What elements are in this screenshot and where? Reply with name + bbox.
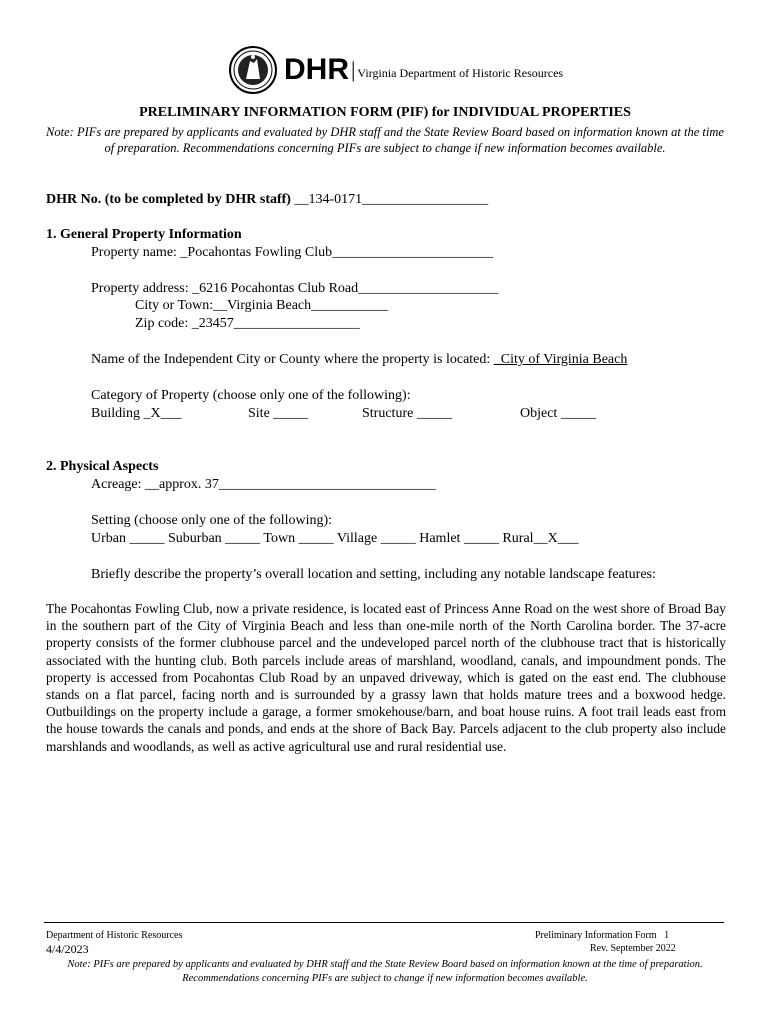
zip-label: Zip code: — [135, 316, 189, 331]
acreage-label: Acreage: — [91, 477, 142, 492]
dhr-number-row — [46, 191, 488, 209]
footer-dept: Department of Historic Resources — [46, 930, 183, 941]
acreage-value: __approx. 37_______________________________ — [145, 477, 436, 492]
section1-heading: 1. General Property Information — [46, 227, 242, 242]
suburban-value: _____ — [225, 531, 261, 546]
structure-value: _____ — [416, 406, 452, 421]
footer-divider — [44, 922, 724, 923]
dhr-number-value: __134-0171__________________ — [294, 192, 489, 207]
suburban-label: Suburban — [168, 531, 222, 546]
urban-label: Urban — [91, 531, 126, 546]
category-object — [520, 405, 596, 423]
category-building — [91, 405, 182, 423]
footer-form-name — [535, 930, 669, 942]
property-address-value: _6216 Pocahontas Club Road____________________ — [192, 281, 499, 296]
city-row — [135, 297, 388, 315]
site-label: Site — [248, 406, 270, 421]
site-value: _____ — [273, 406, 309, 421]
footer-revision: Rev. September 2022 — [590, 943, 676, 954]
town-value: _____ — [298, 531, 334, 546]
zip-row — [135, 315, 360, 333]
acreage-row — [91, 476, 436, 494]
town-label: Town — [263, 531, 296, 546]
rural-label: Rural — [502, 531, 534, 546]
footer-date: 4/4/2023 — [46, 942, 89, 956]
property-address-label: Property address: — [91, 281, 189, 296]
county-value: _City of Virginia Beach — [493, 352, 628, 367]
footer-form-label: Preliminary Information Form — [535, 930, 657, 941]
object-value: _____ — [560, 406, 596, 421]
structure-label: Structure — [362, 406, 414, 421]
rural-value: __X___ — [533, 531, 579, 546]
category-site — [248, 405, 308, 423]
object-label: Object — [520, 406, 558, 421]
hamlet-value: _____ — [463, 531, 499, 546]
form-title: PRELIMINARY INFORMATION FORM (PIF) for INDIVIDUAL PROPERTIES — [139, 105, 631, 120]
logo-text: DHR — [284, 53, 349, 86]
setting-options — [91, 530, 579, 548]
county-row — [91, 351, 627, 369]
describe-prompt: Briefly describe the property’s overall location and setting, including any notable landscape features: — [91, 567, 656, 582]
zip-value: _23457__________________ — [191, 316, 360, 331]
footer-page-number: 1 — [664, 930, 670, 941]
hamlet-label: Hamlet — [419, 531, 461, 546]
category-structure — [362, 405, 452, 423]
property-name-label: Property name: — [91, 245, 177, 260]
village-label: Village — [336, 531, 378, 546]
village-value: _____ — [380, 531, 416, 546]
county-label: Name of the Independent City or County where the property is located: — [91, 352, 491, 367]
city-value: __Virginia Beach___________ — [213, 298, 389, 313]
building-value: _X___ — [143, 406, 182, 421]
dhr-number-label: DHR No. (to be completed by DHR staff) — [46, 192, 291, 207]
form-note: Note: PIFs are prepared by applicants and evaluated by DHR staff and the State Review Board based on information known at the time of preparation. Recommendations concerning PIFs are subject to change if new information becomes available. — [46, 125, 724, 155]
property-name-value: _Pocahontas Fowling Club_______________________ — [180, 245, 494, 260]
city-label: City or Town: — [135, 298, 214, 313]
dhr-logo — [228, 44, 563, 96]
org-name: Virginia Department of Historic Resources — [357, 66, 564, 80]
urban-value: _____ — [129, 531, 165, 546]
footer-note: Note: PIFs are prepared by applicants and evaluated by DHR staff and the State Review Board based on information known at the time of preparation. Recommendations concerning PIFs are subject to change if new information becomes available. — [67, 959, 703, 984]
setting-description: The Pocahontas Fowling Club, now a private residence, is located east of Princess Anne Road on the west shore of Broad Bay in the southern part of the City of Virginia Beach and less than one-mile north of the North Carolina border. The 37-acre property consists of the former clubhouse parcel and the undeveloped parcel north of the clubhouse tract that is historically associated with the hunting club. Both parcels include areas of marshland, woodland, canals, and impoundment ponds. The property is accessed from Pocahontas Club Road by an unpaved driveway, which is gated on the east end. The clubhouse stands on a flat parcel, facing north and is surrounded by a grassy lawn that holds mature trees and a boxwood hedge. Outbuildings on the property include a garage, a former smokehouse/barn, and boat house ruins. A foot trail leads east from the house towards the canals and ponds, and ends at the shore of Back Bay. Parcels adjacent to the club property also include marshlands and woodlands, as well as active agricultural use and rural residential use. — [46, 601, 726, 754]
property-address-row — [91, 280, 498, 298]
virginia-seal-icon — [228, 45, 278, 95]
setting-label: Setting (choose only one of the following): — [91, 513, 333, 528]
logo-divider: | — [351, 57, 356, 82]
section2-heading: 2. Physical Aspects — [46, 459, 159, 474]
category-label: Category of Property (choose only one of the following): — [91, 388, 411, 403]
building-label: Building — [91, 406, 141, 421]
property-name-row — [91, 244, 493, 262]
